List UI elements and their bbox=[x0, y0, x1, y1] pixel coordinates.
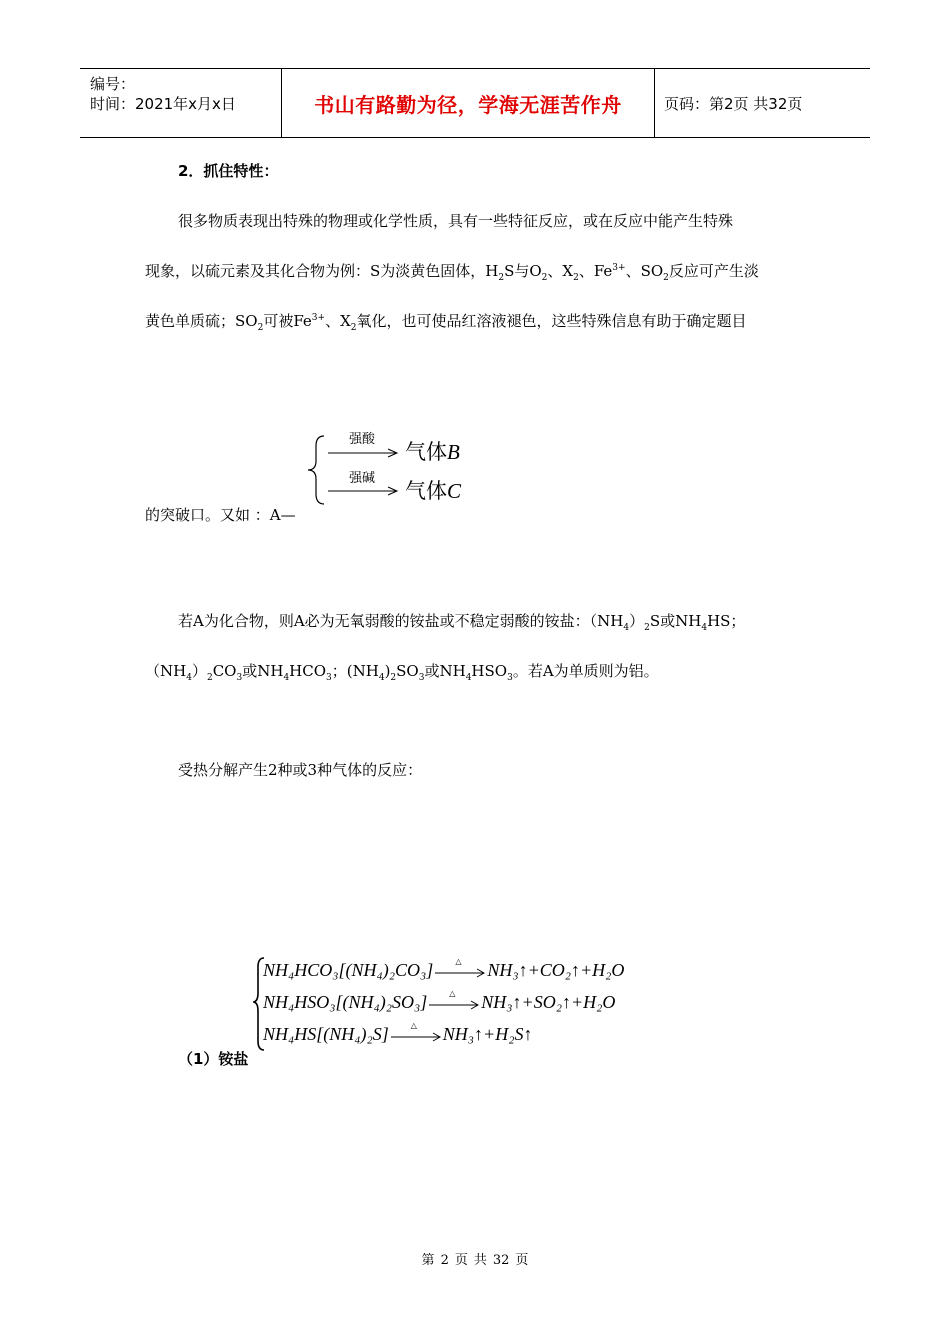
lower-condition: 强碱 bbox=[349, 471, 376, 486]
footer-page: 2 bbox=[440, 1253, 449, 1268]
divider bbox=[654, 69, 655, 137]
paragraph-line: 若A为化合物，则A必为无氧弱酸的铵盐或不稳定弱酸的铵盐：$(NH_4)_2S$或$NH_4HS$； bbox=[178, 612, 746, 633]
upper-product: 气体B bbox=[405, 440, 460, 464]
paragraph-line: 受热分解产生2种或3种气体的反应： bbox=[178, 761, 423, 779]
footer-text: 页 bbox=[454, 1253, 468, 1268]
equation-3: NH₄HS[(NH₄)₂S] △ NH₃↑+H₂S↑ bbox=[263, 1021, 533, 1044]
reaction-branch-diagram bbox=[300, 426, 500, 516]
page-header bbox=[80, 68, 870, 138]
header-meta bbox=[80, 69, 281, 137]
footer-text: 第 bbox=[421, 1253, 435, 1268]
page-footer bbox=[0, 1249, 950, 1268]
diagram-prefix: 的突破口。又如 ：A— bbox=[145, 506, 296, 524]
upper-condition: 强酸 bbox=[349, 432, 376, 447]
equation-1: NH₄HCO₃[(NH₄)₂CO₃] △ NH₃↑+CO₂↑+H₂O bbox=[263, 957, 625, 980]
paragraph-line: $(NH_4)_2CO_3$或$NH_4HCO_3$；$(NH_4)_2SO_3$或$NH_4HSO_3$。若A为单质则为铝。 bbox=[145, 662, 659, 683]
motto: 书山有路勤为径，学海无涯苦作舟 bbox=[314, 92, 622, 117]
page-indicator: 页码：第2页 共32页 bbox=[664, 94, 803, 113]
ammonium-label: （1）铵盐 bbox=[178, 1050, 249, 1068]
lower-product: 气体C bbox=[405, 479, 462, 503]
paragraph-line: 黄色单质硫；$SO_2$可被$Fe^{3+}$、$X_2$氧化，也可使品红溶液褪色，这些特殊信息有助于确定题目 bbox=[145, 312, 747, 333]
time-label: 时间：2021年x月x日 bbox=[90, 95, 236, 113]
footer-text: 共 bbox=[473, 1253, 487, 1268]
number-label: 编号： bbox=[90, 75, 136, 93]
footer-total: 32 bbox=[492, 1253, 510, 1268]
equation-2: NH₄HSO₃[(NH₄)₂SO₃] △ NH₃↑+SO₂↑+H₂O bbox=[263, 989, 616, 1012]
paragraph-line: 很多物质表现出特殊的物理或化学性质，具有一些特征反应，或在反应中能产生特殊 bbox=[178, 212, 734, 230]
curly-brace bbox=[308, 436, 324, 504]
paragraph-line: 现象，以硫元素及其化合物为例：S为淡黄色固体，$H_2S$与$O_2$、$X_2$、$Fe^{3+}$、$SO_2$反应可产生淡 bbox=[145, 262, 759, 283]
footer-text: 页 bbox=[515, 1253, 529, 1268]
section-title: 2．抓住特性： bbox=[178, 162, 279, 180]
